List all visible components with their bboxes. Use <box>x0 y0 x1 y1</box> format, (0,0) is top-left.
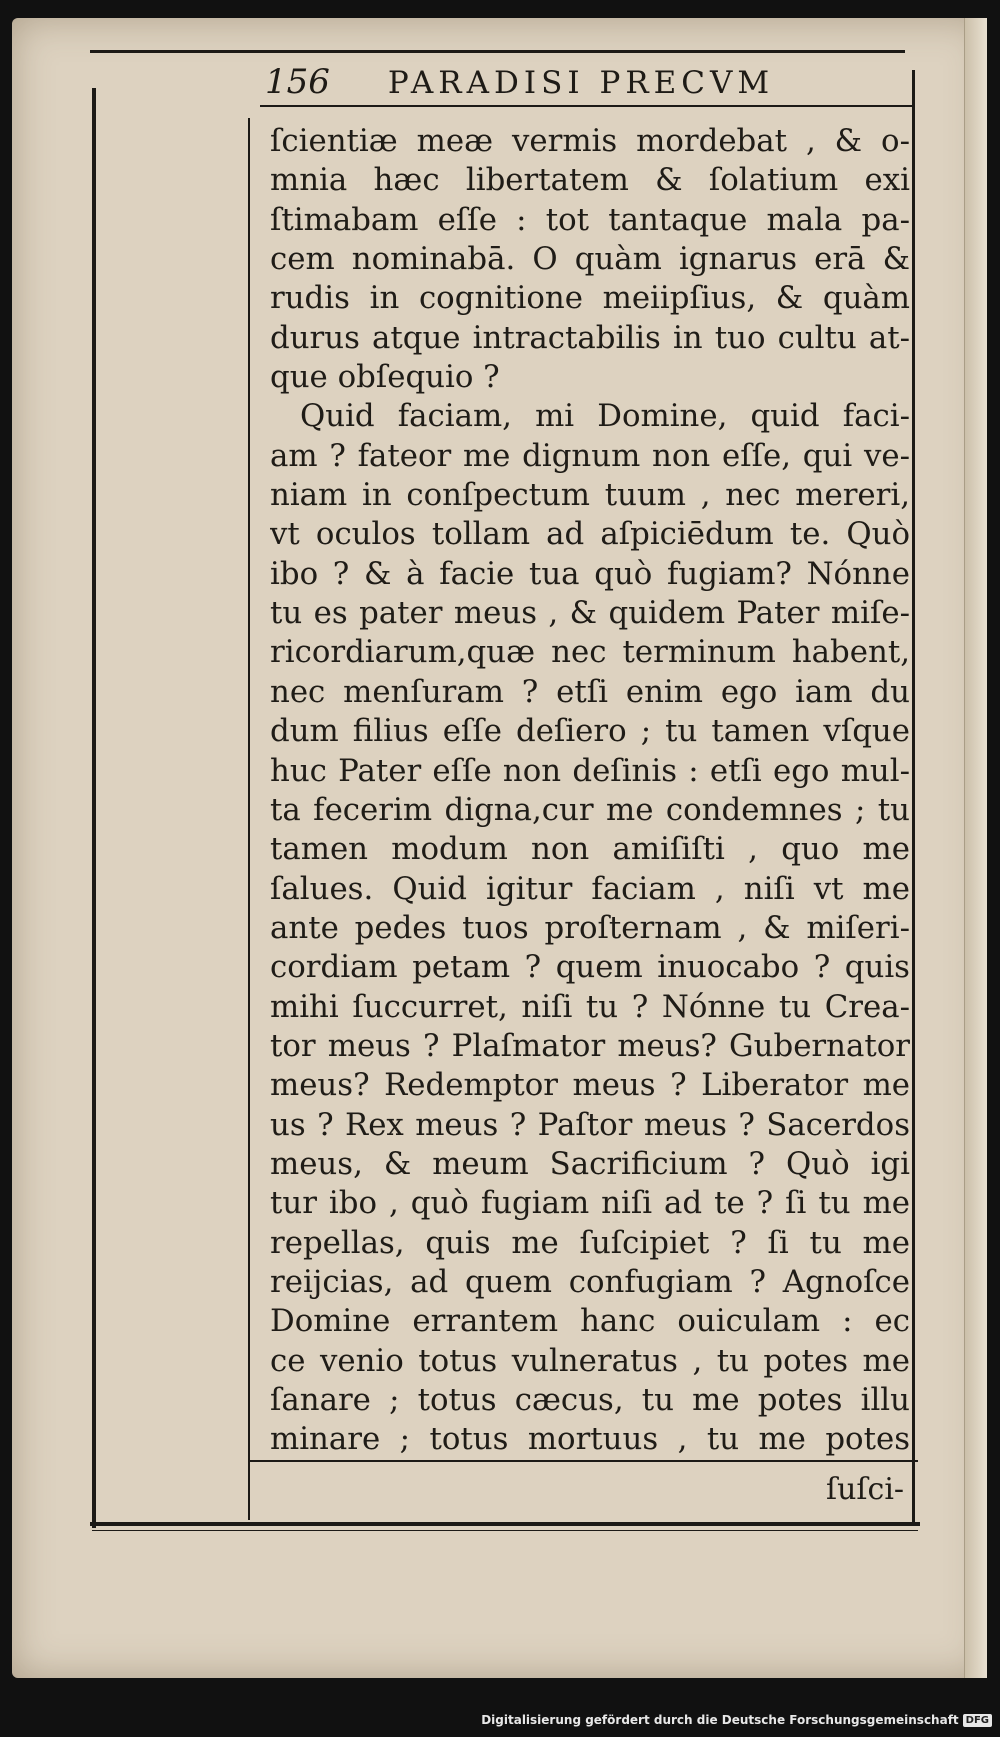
text-line: meus, & meum Sacrificium ? Quò igi <box>270 1145 910 1182</box>
text-line: ſcientiæ meæ vermis mordebat , & o- <box>270 123 910 159</box>
bottom-rule-thick <box>90 1522 920 1526</box>
text-line: ſtimabam eſſe : tot tantaque mala pa- <box>270 201 910 238</box>
text-line: cordiam petam ? quem inuocabo ? quis <box>270 949 910 986</box>
text-line: cem nominabā. O quàm ignarus erā & <box>270 241 910 278</box>
text-line: minare ; totus mortuus , tu me potes <box>270 1421 910 1458</box>
page-number: 156 <box>265 62 330 102</box>
text-line: mihi ſuccurret, niſi tu ? Nónne tu Crea- <box>270 988 910 1025</box>
text-line: tamen modum non amiſiſti , quo me <box>270 831 910 868</box>
text-line: repellas, quis me ſuſcipiet ? ſi tu me <box>270 1224 910 1261</box>
text-line: dum filius eſſe deſiero ; tu tamen vſque <box>270 713 910 750</box>
text-line: Domine errantem hanc ouiculam : ec <box>270 1303 910 1340</box>
text-line: ſanare ; totus cæcus, tu me potes illu <box>270 1382 910 1418</box>
bottom-rule-thin <box>92 1530 918 1531</box>
text-line: niam in conſpectum tuum , nec mereri, <box>270 477 910 514</box>
left-outer-rule <box>92 88 96 1528</box>
text-line: ta fecerim digna,cur me condemnes ; tu <box>270 791 910 828</box>
right-rule <box>912 70 915 1526</box>
text-line: mnia hæc libertatem & ſolatium exi <box>270 162 910 199</box>
text-line: us ? Rex meus ? Paſtor meus ? Sacerdos <box>270 1106 910 1143</box>
header-rule <box>260 105 915 107</box>
text-line: huc Pater eſſe non deſinis : etſi ego mul- <box>270 752 910 789</box>
body-text <box>270 122 910 1460</box>
paragraph-start-line: Quid faciam, mi Domine, quid faci- <box>300 398 910 435</box>
page-header <box>265 62 905 102</box>
text-line: meus? Redemptor meus ? Liberator me <box>270 1067 910 1104</box>
text-line: tu es pater meus , & quidem Pater miſe- <box>270 595 910 632</box>
text-line: am ? fateor me dignum non eſſe, qui ve- <box>270 437 910 474</box>
top-rule <box>90 50 905 53</box>
text-line: reijcias, ad quem confugiam ? Agnoſce <box>270 1263 910 1300</box>
text-line: rudis in cognitione meiipſius, & quàm <box>270 280 910 317</box>
text-line: tor meus ? Plaſmator meus? Gubernator <box>270 1027 910 1064</box>
catchword: ſuſci- <box>826 1472 905 1507</box>
dfg-logo-icon: DFG <box>963 1714 992 1727</box>
text-line: ce venio totus vulneratus , tu potes me <box>270 1342 910 1379</box>
text-line: vt oculos tollam ad aſpiciēdum te. Quò <box>270 516 910 553</box>
text-bottom-rule <box>248 1460 918 1462</box>
page-spine-edge <box>964 18 987 1678</box>
digitization-credit <box>481 1713 992 1727</box>
text-line: ſalues. Quid igitur faciam , niſi vt me <box>270 870 910 907</box>
text-line: nec menſuram ? etſi enim ego iam du <box>270 673 910 710</box>
text-line: ibo ? & à facie tua quò fugiam? Nónne <box>270 555 910 592</box>
text-line: que obſequio ? <box>270 359 500 396</box>
text-line: ante pedes tuos proſternam , & miſeri- <box>270 909 910 946</box>
text-line: durus atque intractabilis in tuo cultu at- <box>270 319 910 356</box>
text-line: ricordiarum,quæ nec terminum habent, <box>270 634 910 671</box>
running-title: PARADISI PRECVM <box>387 65 775 101</box>
left-inner-rule <box>248 118 250 1520</box>
text-line: tur ibo , quò fugiam niſi ad te ? ſi tu me <box>270 1185 910 1222</box>
credit-text: Digitalisierung gefördert durch die Deutsche Forschungsgemeinschaft <box>481 1713 959 1727</box>
